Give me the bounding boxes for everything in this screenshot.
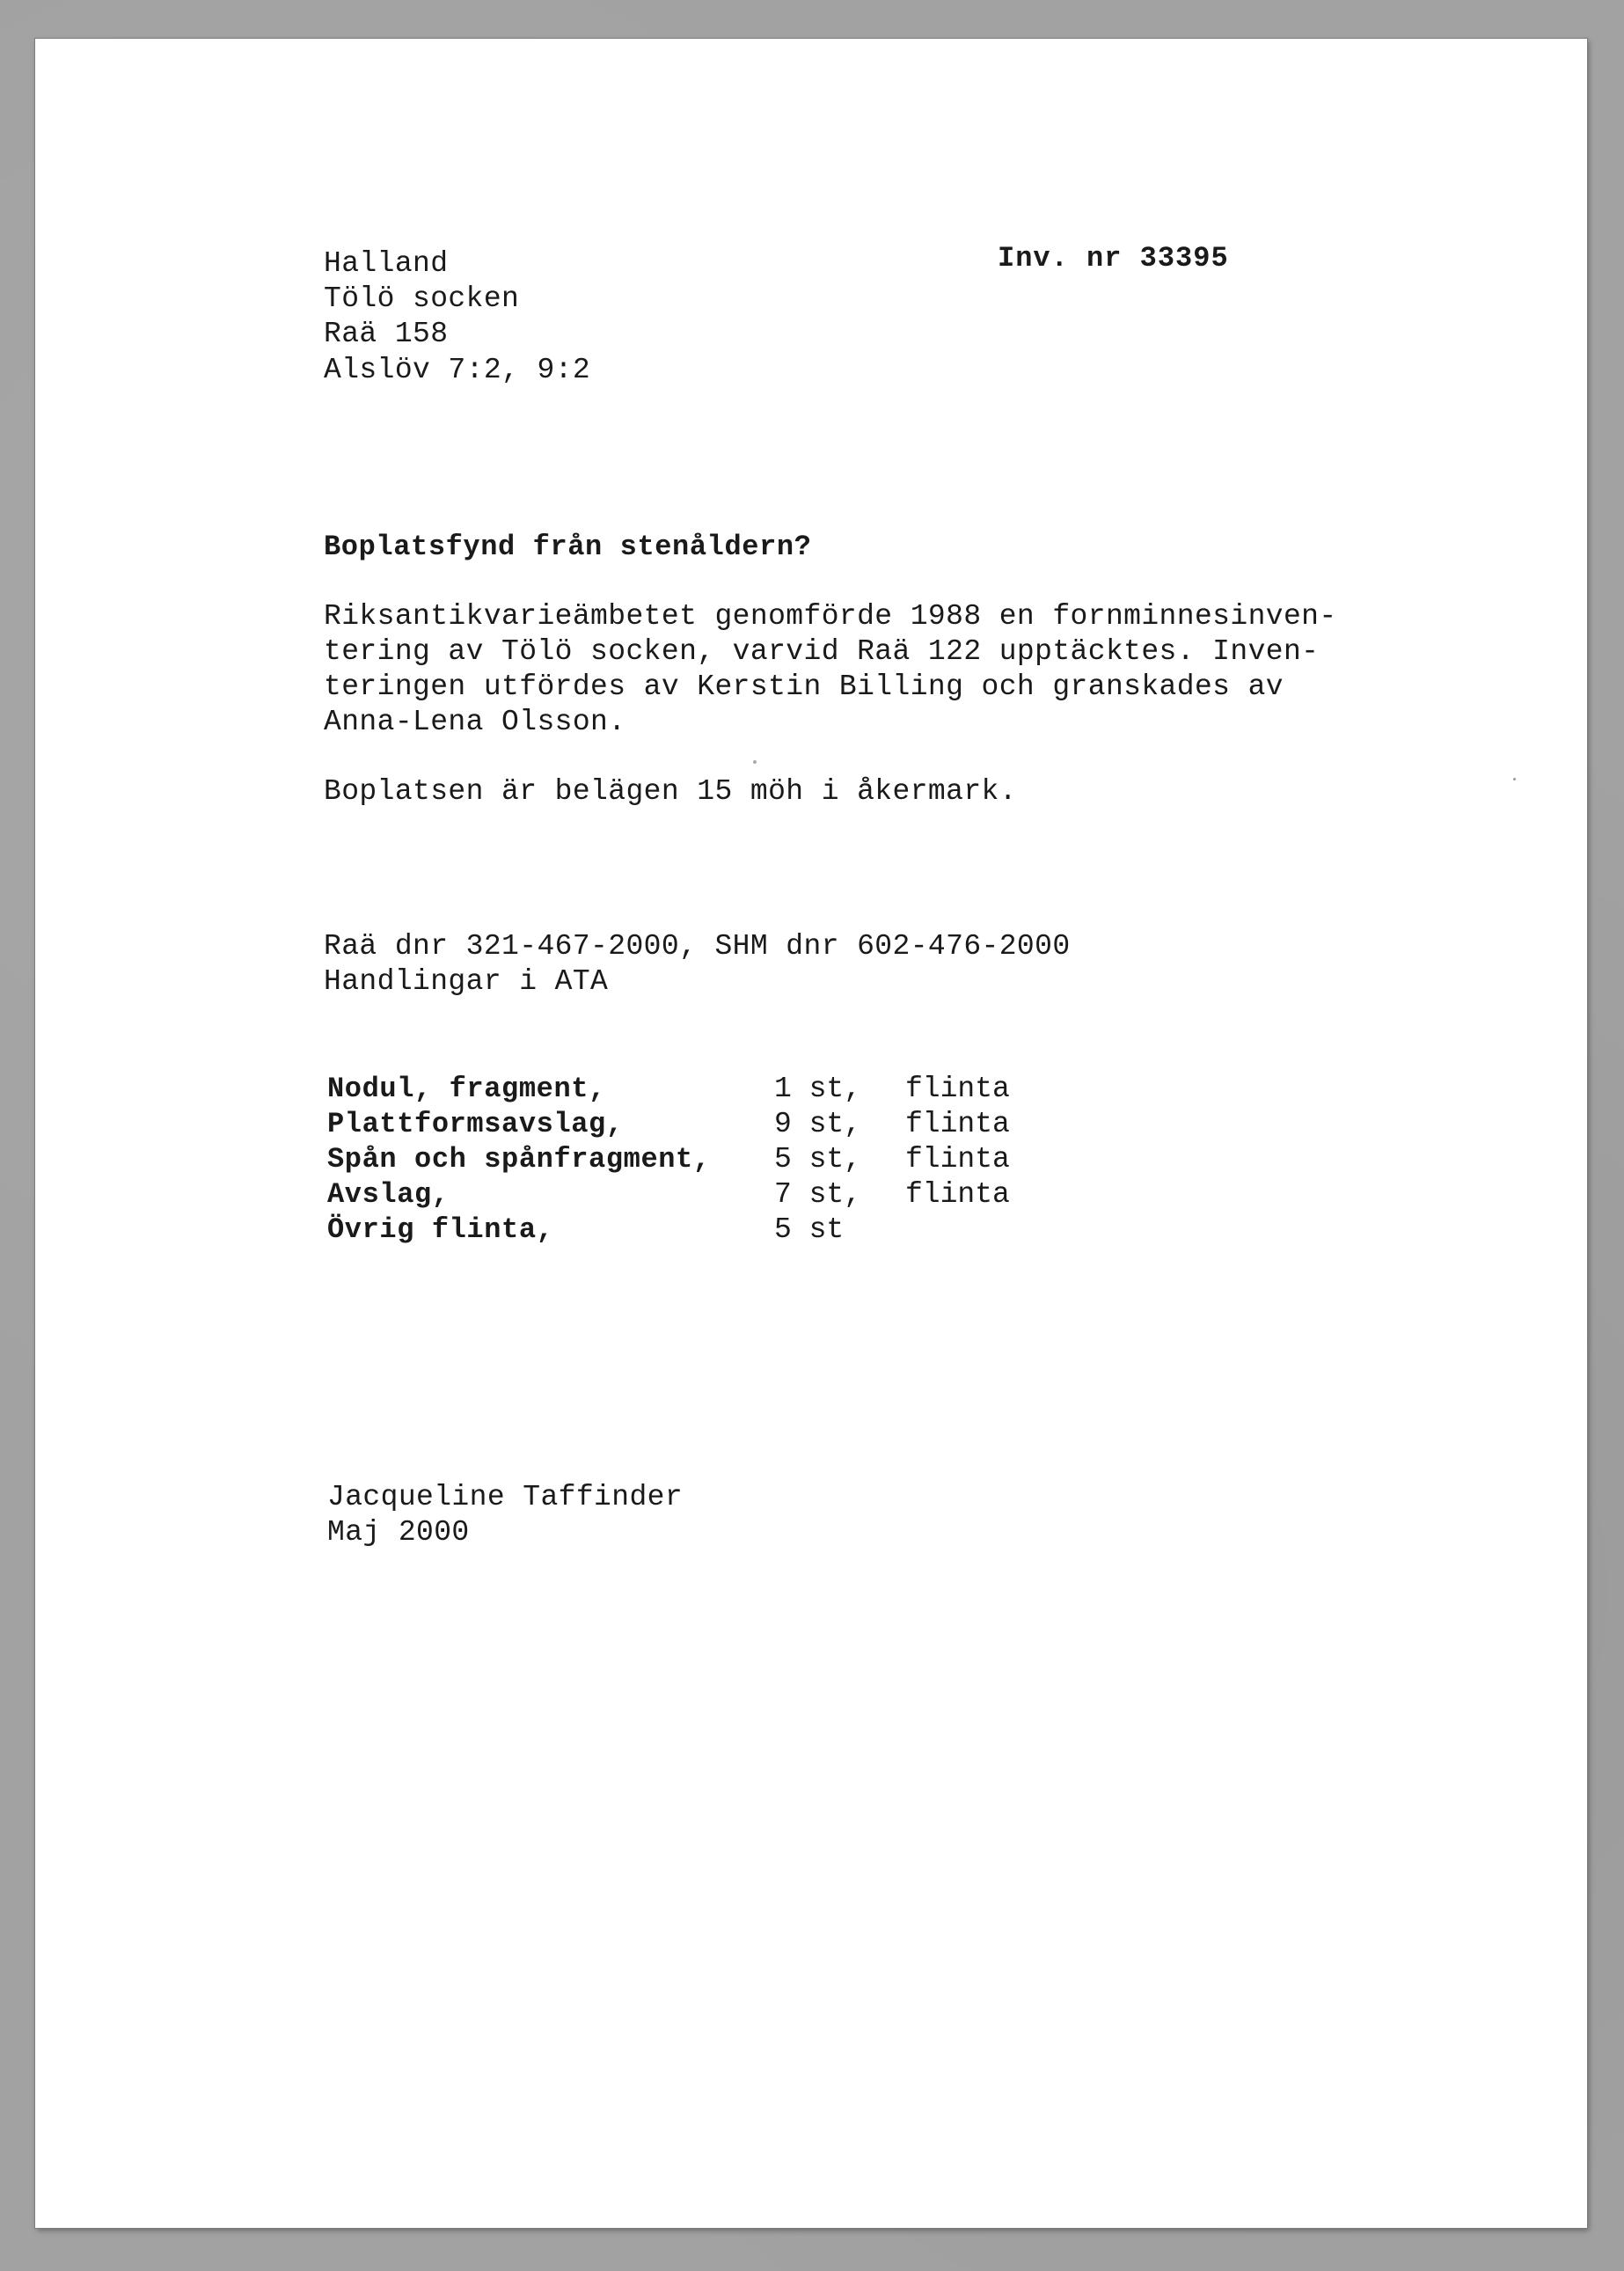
inventory-number: Inv. nr 33395	[998, 242, 1229, 275]
location-county: Halland	[324, 247, 449, 280]
paragraph-1-line-3: teringen utfördes av Kerstin Billing och granskades av	[324, 670, 1284, 703]
find-quantity: 5 st,	[774, 1143, 862, 1176]
scan-speck	[1513, 778, 1516, 780]
find-name: Plattformsavslag,	[327, 1108, 624, 1140]
find-name: Nodul, fragment,	[327, 1073, 606, 1105]
location-parish: Tölö socken	[324, 282, 520, 315]
paragraph-1-line-2: tering av Tölö socken, varvid Raä 122 upptäcktes. Inven-	[324, 635, 1320, 668]
document-page	[35, 39, 1587, 2228]
find-quantity: 5 st	[774, 1213, 845, 1246]
find-quantity: 1 st,	[774, 1073, 862, 1105]
find-material: flinta	[905, 1178, 1010, 1211]
find-name: Övrig flinta,	[327, 1213, 554, 1246]
location-raa-number: Raä 158	[324, 318, 449, 350]
find-quantity: 9 st,	[774, 1108, 862, 1140]
location-property: Alslöv 7:2, 9:2	[324, 354, 591, 386]
find-material: flinta	[905, 1143, 1010, 1176]
paragraph-2: Boplatsen är belägen 15 möh i åkermark.	[324, 775, 1017, 808]
find-quantity: 7 st,	[774, 1178, 862, 1211]
signature-author: Jacqueline Taffinder	[327, 1481, 684, 1513]
reference-line-1: Raä dnr 321-467-2000, SHM dnr 602-476-2000	[324, 930, 1071, 963]
find-name: Avslag,	[327, 1178, 450, 1211]
find-material: flinta	[905, 1073, 1010, 1105]
find-name: Spån och spånfragment,	[327, 1143, 711, 1176]
paragraph-1-line-1: Riksantikvarieämbetet genomförde 1988 en fornminnesinven-	[324, 600, 1337, 633]
scan-speck	[753, 760, 757, 764]
reference-line-2: Handlingar i ATA	[324, 965, 609, 998]
paragraph-1-line-4: Anna-Lena Olsson.	[324, 706, 626, 738]
find-material: flinta	[905, 1108, 1010, 1140]
signature-date: Maj 2000	[327, 1516, 470, 1549]
document-title: Boplatsfynd från stenåldern?	[324, 531, 812, 563]
